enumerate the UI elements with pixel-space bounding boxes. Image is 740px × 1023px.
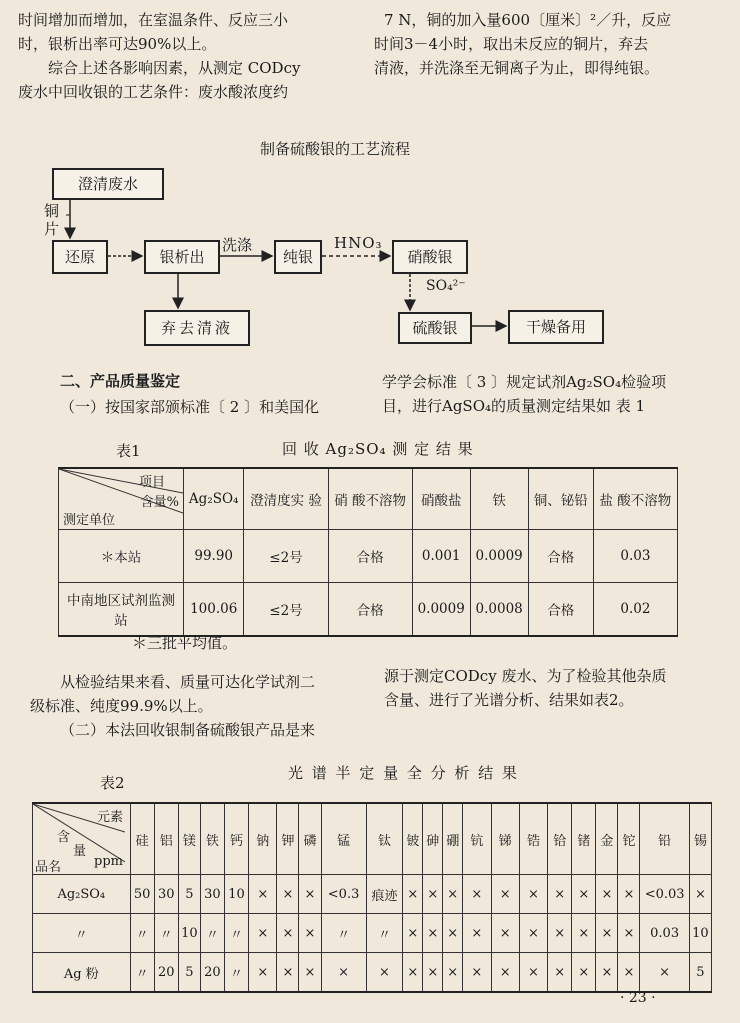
table-cell: 〃 — [130, 953, 154, 993]
flow-label-copper — [44, 202, 59, 238]
table-cell: × — [519, 875, 547, 914]
table-cell: <0.03 — [640, 875, 689, 914]
table-cell: 50 — [130, 875, 154, 914]
table-cell: 20 — [154, 953, 178, 993]
table-cell: × — [443, 953, 463, 993]
table-cell: × — [277, 875, 299, 914]
text-line: 废水中回收银的工艺条件：废水酸浓度约 — [18, 83, 289, 101]
table-header: 砷 — [423, 803, 443, 875]
table-cell: × — [423, 875, 443, 914]
table-row — [33, 953, 712, 993]
table-cell: 〃 — [225, 914, 249, 953]
table-cell: 10 — [178, 914, 200, 953]
table-cell: 0.001 — [412, 530, 470, 583]
table-header: 澄清度实 验 — [244, 468, 328, 530]
table-header: 锰 — [321, 803, 366, 875]
table-header-row — [33, 803, 712, 875]
table-cell: 5 — [178, 953, 200, 993]
flow-node-discard: 弃去清液 — [144, 310, 250, 346]
flow-node-dry: 干燥备用 — [508, 310, 604, 344]
table-cell: 0.0009 — [412, 583, 470, 637]
table-cell: × — [249, 914, 277, 953]
table-cell: × — [463, 914, 491, 953]
table-cell: 10 — [225, 875, 249, 914]
table-cell: × — [443, 914, 463, 953]
corner-content: 含 — [57, 830, 71, 845]
flow-node-waste: 澄清废水 — [52, 168, 164, 200]
text-line: 学学会标准〔 3 〕规定试剂Ag₂SO₄检验项 — [382, 373, 667, 391]
table-cell: × — [249, 953, 277, 993]
table-header: 磷 — [299, 803, 321, 875]
table-cell: 合格 — [528, 530, 593, 583]
table-cell: × — [640, 953, 689, 993]
table-cell: × — [299, 953, 321, 993]
table1 — [58, 467, 678, 637]
table-cell: × — [277, 953, 299, 993]
table-cell: × — [299, 914, 321, 953]
table-cell: × — [463, 953, 491, 993]
flow-node-silver-sulfate: 硫酸银 — [398, 312, 472, 344]
table-cell: 中南地区试剂监测站 — [59, 583, 184, 637]
table-cell: Ag₂SO₄ — [33, 875, 131, 914]
table-header: 铪 — [548, 803, 572, 875]
table-cell: × — [572, 953, 596, 993]
table-header: 钠 — [249, 803, 277, 875]
mid-right — [384, 664, 724, 712]
table-cell: × — [277, 914, 299, 953]
table-header: 铊 — [618, 803, 640, 875]
table-cell: × — [618, 875, 640, 914]
table-cell: × — [249, 875, 277, 914]
table-header-row — [59, 468, 678, 530]
corner-name: 品名 — [35, 860, 62, 875]
table-cell: 〃 — [366, 914, 403, 953]
table-cell: ≤2号 — [244, 530, 328, 583]
section-heading: 二、产品质量鉴定 — [60, 372, 181, 390]
page-number: · 23 · — [620, 990, 656, 1006]
corner-element: 元素 — [96, 810, 123, 825]
table-header: Ag₂SO₄ — [184, 468, 244, 530]
flow-node-pure-silver: 纯银 — [274, 240, 322, 274]
table-cell: × — [618, 914, 640, 953]
table-header: 钙 — [225, 803, 249, 875]
table-cell: 20 — [200, 953, 224, 993]
table-header: 铁 — [470, 468, 528, 530]
table1-label: 表1 — [116, 442, 141, 460]
table-row — [33, 875, 712, 914]
copper-label-1: 铜 — [44, 202, 60, 220]
table-cell: × — [548, 914, 572, 953]
table-cell: Ag 粉 — [33, 953, 131, 993]
text-line: 时，银析出率可达90%以上。 — [18, 35, 217, 53]
text-line: 含量、进行了光谱分析、结果如表2。 — [384, 691, 634, 709]
table-header: 铜、铋铅 — [528, 468, 593, 530]
flow-label-hno3: HNO₃ — [334, 234, 383, 252]
table-header: 镁 — [178, 803, 200, 875]
table2-corner — [33, 803, 131, 875]
table-cell: × — [618, 953, 640, 993]
table-cell: × — [572, 875, 596, 914]
text-line: 从检验结果来看、质量可达化学试剂二 — [60, 673, 316, 691]
table-header: 硝 酸不溶物 — [328, 468, 412, 530]
table-cell: 0.0008 — [470, 583, 528, 637]
table-cell: × — [596, 953, 618, 993]
table-cell: × — [321, 953, 366, 993]
table-row — [59, 530, 678, 583]
table-cell: 10 — [689, 914, 711, 953]
table-cell: 30 — [154, 875, 178, 914]
text-line: （二）本法回收银制备硫酸银产品是来 — [60, 721, 316, 739]
table-cell: × — [423, 953, 443, 993]
table-cell: 〃 — [225, 953, 249, 993]
table-cell: 0.03 — [593, 530, 677, 583]
table-cell: × — [423, 914, 443, 953]
table-cell: <0.3 — [321, 875, 366, 914]
table-cell: 0.0009 — [470, 530, 528, 583]
table-header: 铝 — [154, 803, 178, 875]
table-header: 铍 — [403, 803, 423, 875]
table-cell: × — [491, 914, 519, 953]
table-header: 钾 — [277, 803, 299, 875]
table-cell: 〃 — [321, 914, 366, 953]
table-cell: × — [491, 875, 519, 914]
table-cell: ≤2号 — [244, 583, 328, 637]
table-cell: 0.02 — [593, 583, 677, 637]
table-cell: × — [403, 914, 423, 953]
table-cell: 100.06 — [184, 583, 244, 637]
section2-p1-left: （一）按国家部颁标准〔 2 〕和美国化 — [60, 398, 320, 416]
flow-node-reduce: 还原 — [52, 240, 108, 274]
table-header: 锡 — [689, 803, 711, 875]
table2-title: 光 谱 半 定 量 全 分 析 结 果 — [288, 764, 519, 782]
text-line: 级标准、纯度99.9%以上。 — [30, 697, 213, 715]
table-cell: 99.90 — [184, 530, 244, 583]
table-cell: 30 — [200, 875, 224, 914]
table-header: 锆 — [519, 803, 547, 875]
flow-node-silver-out: 银析出 — [144, 240, 220, 274]
text-line: 目，进行AgSO₄的质量测定结果如 表 1 — [382, 397, 646, 415]
table-cell: 5 — [689, 953, 711, 993]
table-header: 硼 — [443, 803, 463, 875]
table-cell: × — [403, 875, 423, 914]
table-cell: × — [519, 953, 547, 993]
table-cell: × — [572, 914, 596, 953]
table-header: 钪 — [463, 803, 491, 875]
table-cell: 〃 — [154, 914, 178, 953]
table-cell: × — [596, 914, 618, 953]
table-row — [59, 583, 678, 637]
table-header: 锗 — [572, 803, 596, 875]
table-cell: 合格 — [328, 583, 412, 637]
table-cell: × — [689, 875, 711, 914]
text-line: 综合上述各影响因素，从测定 CODcy — [48, 59, 301, 77]
table-header: 金 — [596, 803, 618, 875]
table-cell: 〃 — [200, 914, 224, 953]
table-header: 硅 — [130, 803, 154, 875]
table-cell: × — [519, 914, 547, 953]
flow-label-wash: 洗涤 — [222, 236, 253, 254]
table-cell: ＊本站 — [59, 530, 184, 583]
flow-node-silver-nitrate: 硝酸银 — [392, 240, 468, 274]
table-cell: 0.03 — [640, 914, 689, 953]
table-cell: 5 — [178, 875, 200, 914]
table-header: 锑 — [491, 803, 519, 875]
text-line: 清液，并洗涤至无铜离子为止，即得纯银。 — [374, 59, 660, 77]
text-line: 7 N，铜的加入量600〔厘米〕²／升，反应 — [384, 11, 672, 29]
table-cell: × — [596, 875, 618, 914]
table-cell: × — [491, 953, 519, 993]
table-header: 铁 — [200, 803, 224, 875]
table-header: 铅 — [640, 803, 689, 875]
table-row — [33, 914, 712, 953]
table-cell: × — [403, 953, 423, 993]
table-cell: × — [443, 875, 463, 914]
table1-corner — [59, 468, 184, 530]
table2 — [32, 802, 712, 993]
table-header: 硝酸盐 — [412, 468, 470, 530]
table2-label: 表2 — [100, 774, 125, 792]
flow-title: 制备硫酸银的工艺流程 — [260, 140, 411, 158]
table-header: 钛 — [366, 803, 403, 875]
text-line: 源于测定CODcy 废水、为了检验其他杂质 — [384, 667, 667, 685]
table-cell: × — [548, 875, 572, 914]
table-cell: 合格 — [328, 530, 412, 583]
flow-label-so4: SO₄²⁻ — [426, 278, 466, 294]
table1-note: ＊三批平均值。 — [132, 634, 238, 652]
table-header: 盐 酸不溶物 — [593, 468, 677, 530]
table-cell: × — [299, 875, 321, 914]
table-cell: 〃 — [33, 914, 131, 953]
table-cell: × — [366, 953, 403, 993]
corner-ppm: ppm — [94, 854, 123, 869]
corner-content: 含量% — [140, 495, 179, 510]
text-line: 时间增加而增加，在室温条件、反应三小 — [18, 11, 289, 29]
corner-item: 项目 — [138, 475, 165, 490]
table1-title: 回 收 Ag₂SO₄ 测 定 结 果 — [282, 440, 474, 458]
table-cell: 痕迹 — [366, 875, 403, 914]
table-cell: × — [548, 953, 572, 993]
text-line: 时间3－4小时，取出未反应的铜片，弃去 — [374, 35, 649, 53]
corner-unit: 测定单位 — [63, 513, 116, 528]
table-cell: 〃 — [130, 914, 154, 953]
corner-amount: 量 — [73, 844, 87, 859]
copper-label-2: 片 — [44, 220, 60, 238]
section2-p1-right — [382, 370, 666, 418]
table-cell: × — [463, 875, 491, 914]
mid-left — [30, 670, 375, 742]
table-cell: 合格 — [528, 583, 593, 637]
